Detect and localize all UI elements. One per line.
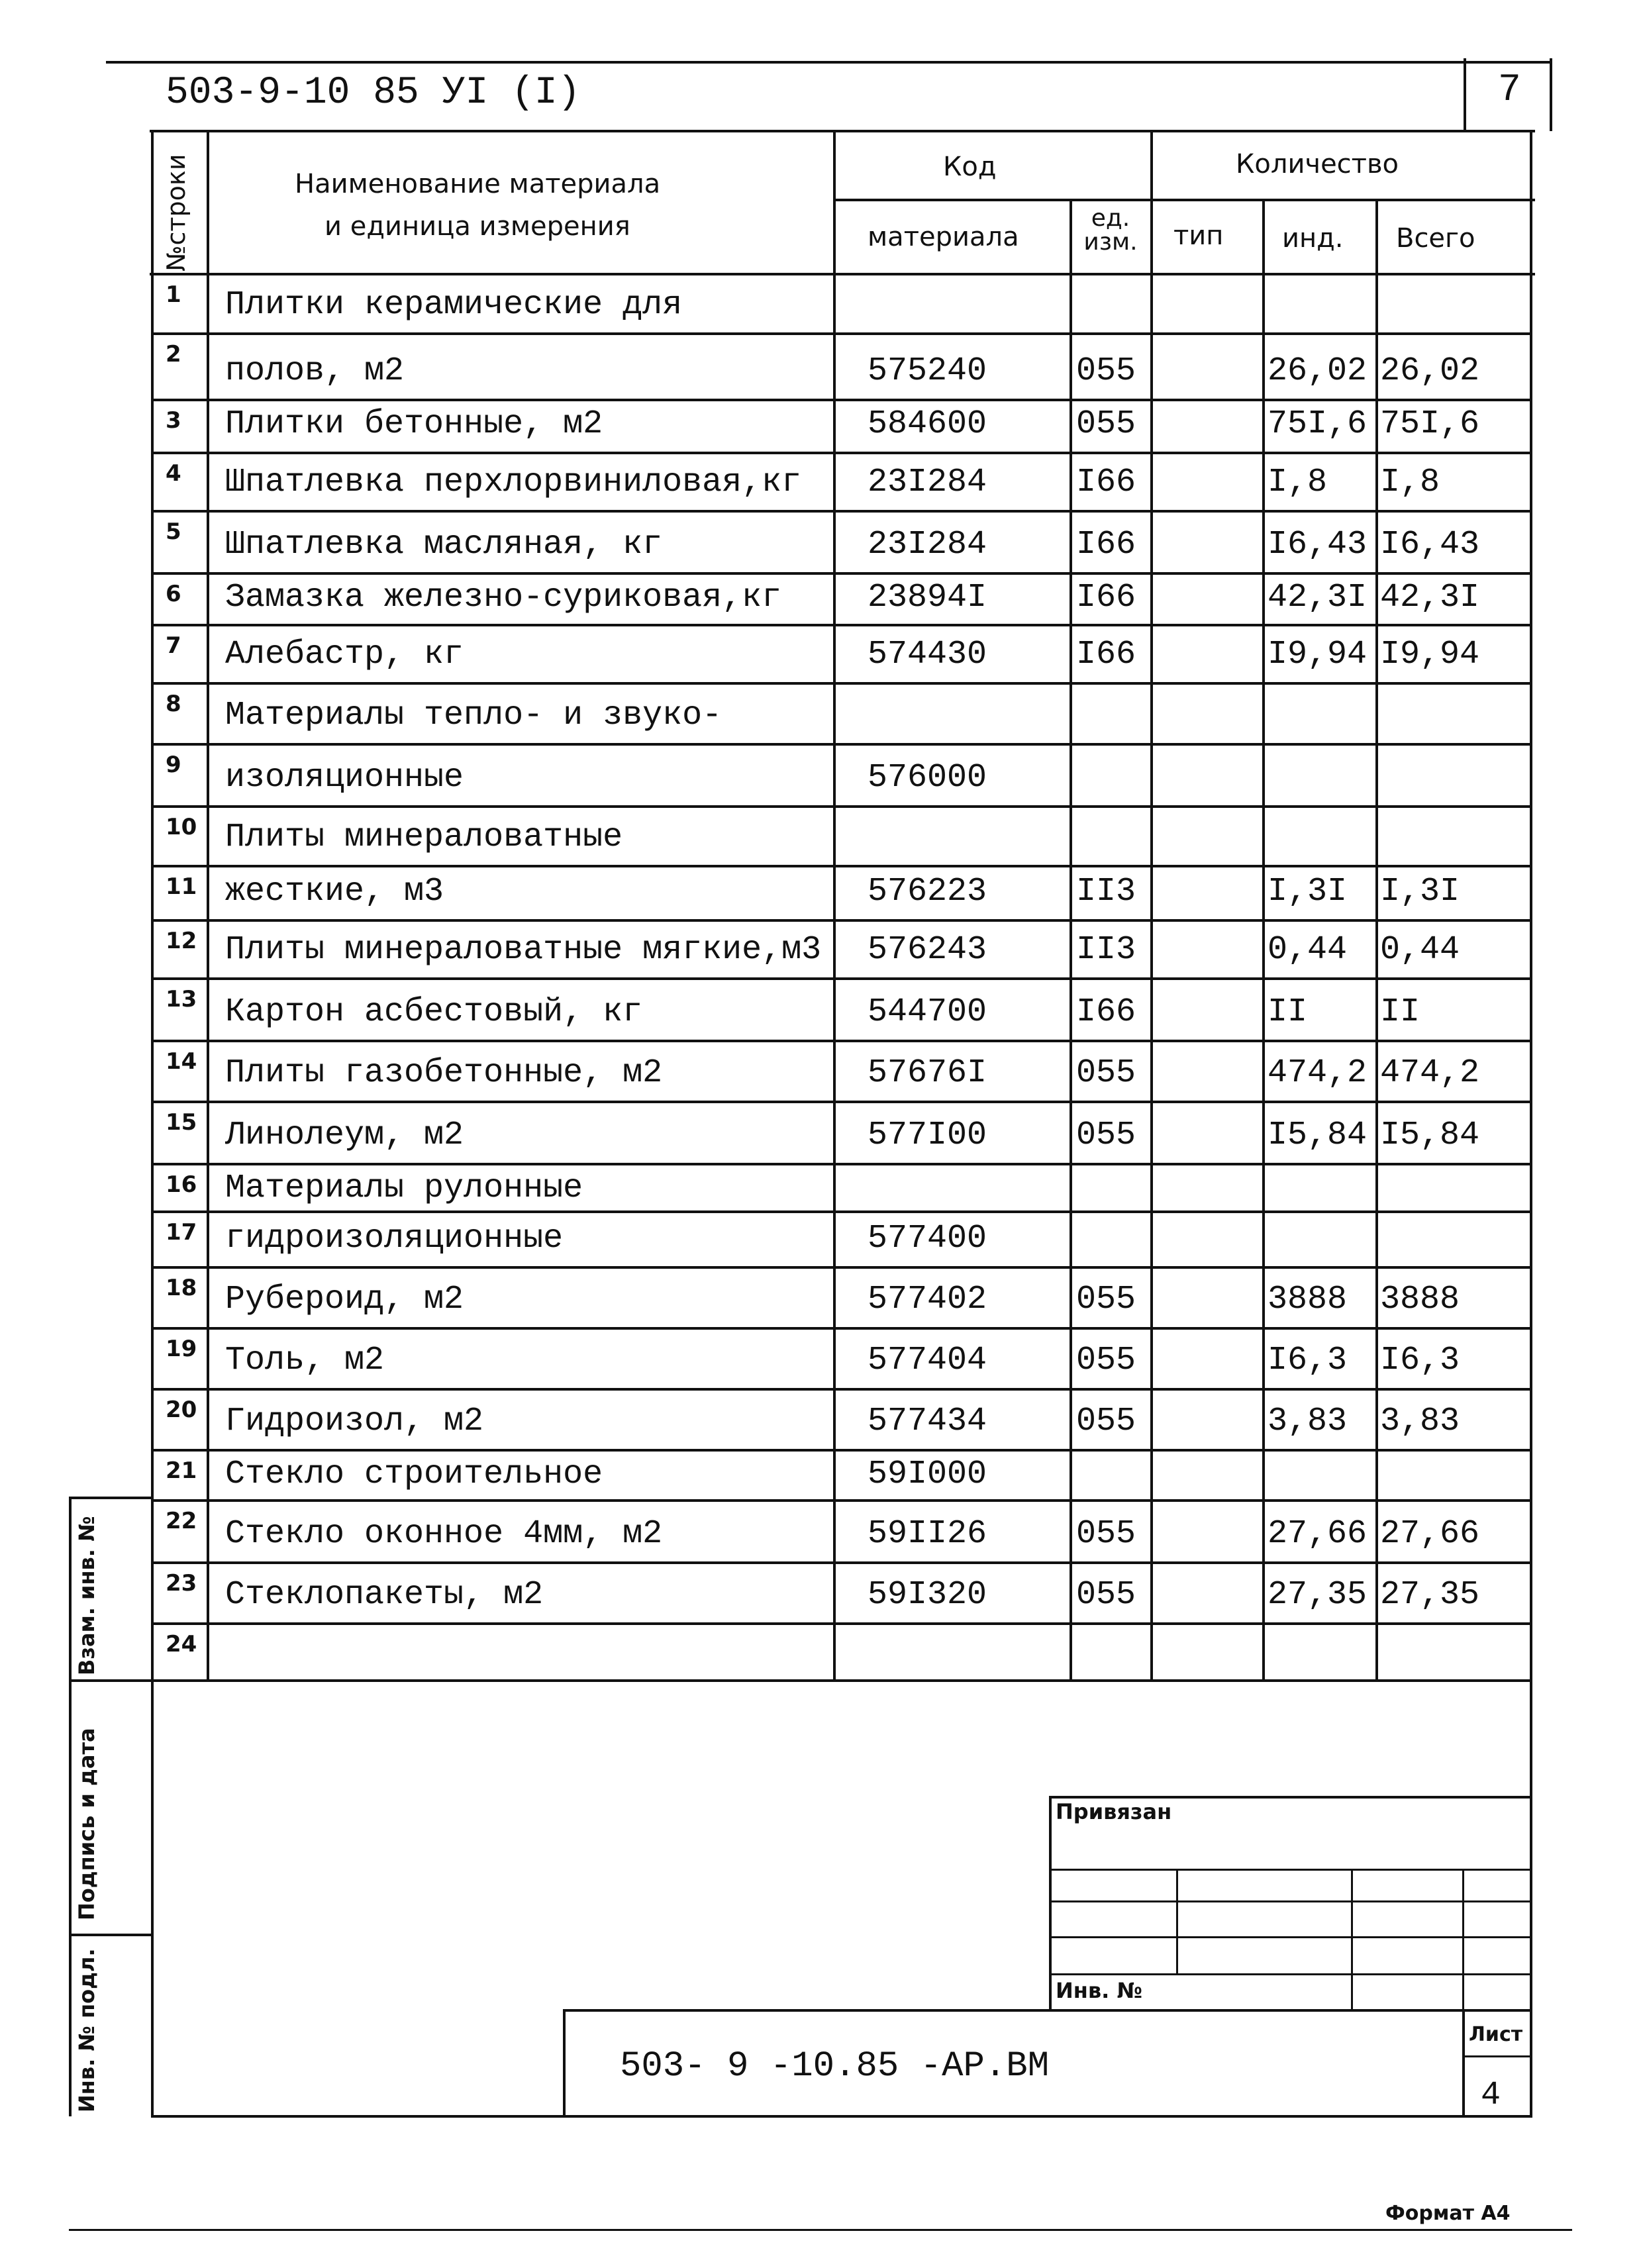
cell-n: 7 bbox=[166, 632, 181, 659]
cell-n: 16 bbox=[166, 1171, 197, 1198]
header-sub-border bbox=[833, 199, 1535, 201]
cell-n: 21 bbox=[166, 1457, 197, 1484]
stamp-col-2 bbox=[1351, 1869, 1353, 2009]
header-quantity: Количество bbox=[1236, 149, 1399, 179]
cell-name: Стекло оконное 4мм, м2 bbox=[225, 1515, 663, 1553]
footer-line bbox=[69, 2229, 1572, 2231]
page-number: 7 bbox=[1498, 69, 1521, 112]
title-block-top bbox=[563, 2009, 1532, 2012]
table-top-border bbox=[150, 130, 1535, 132]
cell-code: 574430 bbox=[868, 636, 987, 673]
cell-name: Шпатлевка перхлорвиниловая,кг bbox=[225, 464, 802, 501]
cell-ind: 42,3I bbox=[1268, 579, 1368, 616]
cell-code: 577402 bbox=[868, 1281, 987, 1318]
cell-total: 42,3I bbox=[1380, 579, 1480, 616]
margin-strip-left bbox=[69, 1497, 72, 2116]
cell-code: 23894I bbox=[868, 579, 987, 616]
cell-unit: 055 bbox=[1076, 1515, 1136, 1553]
cell-total: I,3I bbox=[1380, 873, 1460, 911]
stamp-line-1 bbox=[1049, 1869, 1532, 1871]
cell-total: 27,66 bbox=[1380, 1515, 1480, 1553]
cell-unit: 055 bbox=[1076, 405, 1136, 443]
stamp-line-4 bbox=[1049, 1973, 1532, 1975]
label-inv-podl: Инв. № подл. bbox=[74, 1948, 99, 2112]
stamp-col-1 bbox=[1176, 1869, 1178, 1973]
stamp-line-3 bbox=[1049, 1936, 1532, 1938]
cell-total: 474,2 bbox=[1380, 1054, 1480, 1092]
cell-n: 11 bbox=[166, 873, 197, 900]
cell-unit: II3 bbox=[1076, 931, 1136, 969]
cell-n: 14 bbox=[166, 1048, 197, 1075]
cell-code: 57676I bbox=[868, 1054, 987, 1092]
cell-ind: II bbox=[1268, 993, 1308, 1031]
cell-name: Материалы тепло- и звуко- bbox=[225, 697, 722, 734]
cell-unit: II3 bbox=[1076, 873, 1136, 911]
cell-ind: 3888 bbox=[1268, 1281, 1348, 1318]
cell-total: 3,83 bbox=[1380, 1403, 1460, 1440]
cell-n: 4 bbox=[166, 460, 181, 487]
header-code-unit: ед. изм. bbox=[1083, 205, 1138, 256]
cell-total: I5,84 bbox=[1380, 1116, 1480, 1154]
cell-name: Толь, м2 bbox=[225, 1342, 385, 1379]
cell-unit: 055 bbox=[1076, 1576, 1136, 1614]
cell-n: 6 bbox=[166, 581, 181, 607]
cell-total: I6,3 bbox=[1380, 1342, 1460, 1379]
document-code: 503-9-10 85 УI (I) bbox=[166, 72, 581, 115]
sheet-number: 4 bbox=[1481, 2077, 1501, 2114]
cell-name: Гидроизол, м2 bbox=[225, 1403, 484, 1440]
table-bottom-border bbox=[151, 1679, 1532, 1682]
cell-total: 26,02 bbox=[1380, 352, 1480, 390]
cell-name: Картон асбестовый, кг bbox=[225, 993, 643, 1031]
cell-total: I6,43 bbox=[1380, 526, 1480, 564]
cell-n: 8 bbox=[166, 691, 181, 717]
cell-unit: 055 bbox=[1076, 1281, 1136, 1318]
sheet-box-divider bbox=[1462, 2055, 1532, 2057]
cell-unit: 055 bbox=[1076, 1054, 1136, 1092]
cell-n: 20 bbox=[166, 1397, 197, 1423]
cell-n: 3 bbox=[166, 407, 181, 434]
cell-ind: 474,2 bbox=[1268, 1054, 1368, 1092]
cell-code: 577404 bbox=[868, 1342, 987, 1379]
format-label: Формат А4 bbox=[1385, 2202, 1511, 2225]
cell-n: 1 bbox=[166, 281, 181, 308]
title-doc-code: 503- 9 -10.85 -АР.ВМ bbox=[620, 2046, 1050, 2087]
header-qty-type: тип bbox=[1173, 221, 1224, 251]
cell-unit: I66 bbox=[1076, 464, 1136, 501]
cell-ind: I,8 bbox=[1268, 464, 1328, 501]
stamp-line-2 bbox=[1049, 1900, 1532, 1902]
header-name-line2: и единица измерения bbox=[324, 211, 630, 242]
cell-n: 19 bbox=[166, 1336, 197, 1362]
cell-n: 2 bbox=[166, 341, 181, 368]
cell-name: Алебастр, кг bbox=[225, 636, 464, 673]
cell-total: 3888 bbox=[1380, 1281, 1460, 1318]
cell-name: Шпатлевка масляная, кг bbox=[225, 526, 663, 564]
header-row-number: №строки bbox=[162, 154, 191, 271]
cell-ind: 0,44 bbox=[1268, 931, 1348, 969]
cell-code: 577I00 bbox=[868, 1116, 987, 1154]
cell-ind: I5,84 bbox=[1268, 1116, 1368, 1154]
cell-total: 75I,6 bbox=[1380, 405, 1480, 443]
cell-ind: I6,43 bbox=[1268, 526, 1368, 564]
cell-total: 27,35 bbox=[1380, 1576, 1480, 1614]
cell-ind: I,3I bbox=[1268, 873, 1348, 911]
cell-unit: I66 bbox=[1076, 993, 1136, 1031]
cell-total: I9,94 bbox=[1380, 636, 1480, 673]
table-row bbox=[151, 1622, 1531, 1679]
label-podpis-data: Подпись и дата bbox=[74, 1728, 99, 1920]
cell-name: Плитки керамические для bbox=[225, 286, 683, 324]
cell-code: 59I320 bbox=[868, 1576, 987, 1614]
page-number-box-right bbox=[1550, 58, 1552, 131]
margin-strip-top bbox=[69, 1497, 154, 1499]
header-qty-ind: инд. bbox=[1282, 223, 1344, 254]
cell-unit: 055 bbox=[1076, 1116, 1136, 1154]
label-vzam-inv: Взам. инв. № bbox=[74, 1516, 99, 1675]
sheet-label: Лист bbox=[1469, 2023, 1523, 2046]
cell-n: 23 bbox=[166, 1570, 197, 1597]
cell-name: полов, м2 bbox=[225, 352, 405, 390]
cell-ind: I6,3 bbox=[1268, 1342, 1348, 1379]
stamp-box-top bbox=[1049, 1796, 1532, 1799]
cell-ind: 27,35 bbox=[1268, 1576, 1368, 1614]
cell-n: 15 bbox=[166, 1109, 197, 1136]
margin-strip-divider-1 bbox=[69, 1679, 154, 1682]
cell-code: 584600 bbox=[868, 405, 987, 443]
cell-ind: 27,66 bbox=[1268, 1515, 1368, 1553]
cell-name: Замазка железно-суриковая,кг bbox=[225, 579, 782, 616]
stamp-col-3 bbox=[1462, 1869, 1464, 2009]
cell-ind: 26,02 bbox=[1268, 352, 1368, 390]
cell-name: Плиты газобетонные, м2 bbox=[225, 1054, 663, 1092]
cell-n: 13 bbox=[166, 986, 197, 1012]
stamp-privyazan: Привязан bbox=[1056, 1799, 1172, 1824]
cell-total: II bbox=[1380, 993, 1420, 1031]
header-code: Код bbox=[943, 152, 997, 182]
cell-n: 17 bbox=[166, 1219, 197, 1246]
cell-ind: 75I,6 bbox=[1268, 405, 1368, 443]
cell-code: 577434 bbox=[868, 1403, 987, 1440]
header-qty-total: Всего bbox=[1396, 223, 1475, 254]
cell-unit: 055 bbox=[1076, 1403, 1136, 1440]
cell-code: 59II26 bbox=[868, 1515, 987, 1553]
cell-name: Стекло строительное bbox=[225, 1455, 603, 1493]
cell-code: 575240 bbox=[868, 352, 987, 390]
cell-code: 576223 bbox=[868, 873, 987, 911]
cell-name: изоляционные bbox=[225, 759, 464, 797]
cell-n: 18 bbox=[166, 1275, 197, 1301]
cell-name: Рубероид, м2 bbox=[225, 1281, 464, 1318]
cell-name: Материалы рулонные bbox=[225, 1169, 583, 1207]
cell-name: жесткие, м3 bbox=[225, 873, 444, 911]
cell-name: Плиты минераловатные мягкие,м3 bbox=[225, 931, 822, 969]
cell-code: 23I284 bbox=[868, 464, 987, 501]
cell-code: 577400 bbox=[868, 1220, 987, 1257]
cell-total: 0,44 bbox=[1380, 931, 1460, 969]
stamp-box-left bbox=[1049, 1796, 1052, 2009]
cell-n: 24 bbox=[166, 1631, 197, 1657]
cell-n: 10 bbox=[166, 814, 197, 840]
cell-code: 23I284 bbox=[868, 526, 987, 564]
cell-ind: I9,94 bbox=[1268, 636, 1368, 673]
header-name-line1: Наименование материала bbox=[295, 169, 661, 199]
cell-unit: I66 bbox=[1076, 526, 1136, 564]
cell-n: 12 bbox=[166, 928, 197, 954]
page-number-box-left bbox=[1464, 58, 1466, 132]
frame-bottom-border bbox=[151, 2115, 1532, 2118]
sheet-box-left bbox=[1462, 2009, 1465, 2116]
margin-strip-divider-2 bbox=[69, 1934, 154, 1936]
cell-name: Стеклопакеты, м2 bbox=[225, 1576, 544, 1614]
cell-unit: 055 bbox=[1076, 1342, 1136, 1379]
stamp-inv-no: Инв. № bbox=[1056, 1978, 1142, 2003]
cell-n: 5 bbox=[166, 518, 181, 545]
cell-ind: 3,83 bbox=[1268, 1403, 1348, 1440]
cell-name: Плиты минераловатные bbox=[225, 818, 623, 856]
cell-name: Линолеум, м2 bbox=[225, 1116, 464, 1154]
cell-code: 576000 bbox=[868, 759, 987, 797]
cell-name: Плитки бетонные, м2 bbox=[225, 405, 603, 443]
header-code-material: материала bbox=[868, 222, 1019, 252]
cell-name: гидроизоляционные bbox=[225, 1220, 564, 1257]
cell-code: 59I000 bbox=[868, 1455, 987, 1493]
cell-code: 544700 bbox=[868, 993, 987, 1031]
cell-n: 22 bbox=[166, 1508, 197, 1534]
cell-unit: I66 bbox=[1076, 579, 1136, 616]
title-block-left bbox=[563, 2009, 566, 2116]
cell-n: 9 bbox=[166, 752, 181, 778]
cell-total: I,8 bbox=[1380, 464, 1440, 501]
cell-unit: I66 bbox=[1076, 636, 1136, 673]
cell-code: 576243 bbox=[868, 931, 987, 969]
top-border bbox=[106, 61, 1550, 64]
cell-unit: 055 bbox=[1076, 352, 1136, 390]
